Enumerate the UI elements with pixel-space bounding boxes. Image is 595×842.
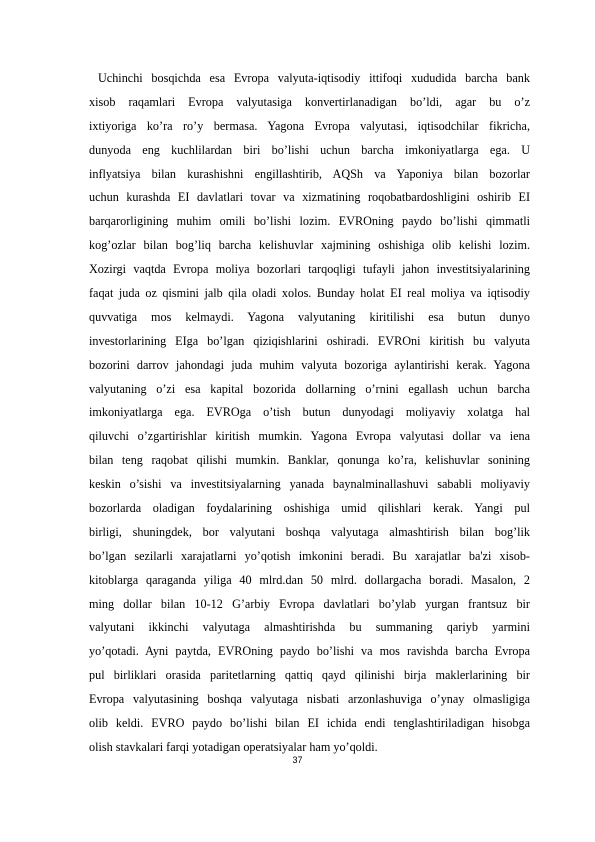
text-line: bozorlarda oladigan foydalarining oshishiga umid qilishlari kerak. Yangi pul [89,501,530,516]
text-line: birligi, shuningdek, bor valyutani boshqa valyutaga almashtirish bilan bog’lik [89,524,530,539]
text-line: uchun kurashda EI davlatlari tovar va xizmatining roqobatbardoshligini oshirib EI [89,190,530,205]
text-line: qiluvchi o’zgartirishlar kiritish mumkin. Yagona Evropa valyutasi dollar va iena [89,429,530,444]
text-line: olish stavkalari farqi yotadigan operatsiyalar ham yo’qoldi. [89,739,378,754]
text-line: olib keldi. EVRO paydo bo’lishi bilan EI ichida endi tenglashtiriladigan hisobga [89,716,530,731]
text-line: inflyatsiya bilan kurashishni engillashtirib, AQSh va Yaponiya bilan bozorlar [89,166,530,181]
text-line: barqarorligining muhim omili bo’lishi lozim. EVROning paydo bo’lishi qimmatli [89,214,530,229]
text-line: yo’qotadi. Ayni paytda, EVROning paydo bo’lishi va mos ravishda barcha Evropa [89,644,530,659]
text-line: quvvatiga mos kelmaydi. Yagona valyutaning kiritilishi esa butun dunyo [89,309,530,324]
page-number: 37 [292,755,303,765]
text-line: faqat juda oz qismini jalb qila oladi xolos. Bunday holat EI real moliya va iqtisodiy [89,286,530,301]
text-line: Uchinchi bosqichda esa Evropa valyuta-iqtisodiy ittifoqi xududida barcha bank [98,71,530,85]
text-line: valyutaning o’zi esa kapital bozorida dollarning o’rnini egallash uchun barcha [89,381,530,396]
text-line: imkoniyatlarga ega. EVROga o’tish butun dunyodagi moliyaviy xolatga hal [89,405,530,420]
text-line: investorlarining EIga bo’lgan qiziqishlarini oshiradi. EVROni kiritish bu valyuta [89,333,530,348]
text-line: dunyoda eng kuchlilardan biri bo’lishi uchun barcha imkoniyatlarga ega. U [89,142,530,157]
text-line: bozorini darrov jahondagi juda muhim valyuta bozoriga aylantirishi kerak. Yagona [89,357,530,372]
body-paragraph [89,67,530,760]
text-line: ming dollar bilan 10-12 G’arbiy Evropa davlatlari bo’ylab yurgan frantsuz bir [89,596,530,611]
text-line: Xozirgi vaqtda Evropa moliya bozorlari tarqoqligi tufayli jahon investitsiyalarining [89,262,530,277]
text-line: kog’ozlar bilan bog’liq barcha kelishuvlar xajmining oshishiga olib kelishi lozim. [89,238,530,253]
text-line: ixtiyoriga ko’ra ro’y bermasa. Yagona Evropa valyutasi, iqtisodchilar fikricha, [89,118,530,133]
text-line: bo’lgan sezilarli xarajatlarni yo’qotish imkonini beradi. Bu xarajatlar ba'zi xisob- [89,548,530,563]
text-line: keskin o’sishi va investitsiyalarning yanada baynalminallashuvi sababli moliyaviy [89,477,530,492]
text-line: pul birliklari orasida paritetlarning qattiq qayd qilinishi birja maklerlarining bir [89,668,530,683]
text-line: bilan teng raqobat qilishi mumkin. Banklar, qonunga ko’ra, kelishuvlar sonining [89,453,530,468]
text-line: kitoblarga qaraganda yiliga 40 mlrd.dan 50 mlrd. dollargacha boradi. Masalon, 2 [89,572,530,587]
text-line: valyutani ikkinchi valyutaga almashtirishda bu summaning qariyb yarmini [89,620,530,635]
text-line: xisob raqamlari Evropa valyutasiga konvertirlanadigan bo’ldi, agar bu o’z [89,94,530,109]
text-line: Evropa valyutasining boshqa valyutaga nisbati arzonlashuviga o’ynay olmasligiga [89,692,530,707]
